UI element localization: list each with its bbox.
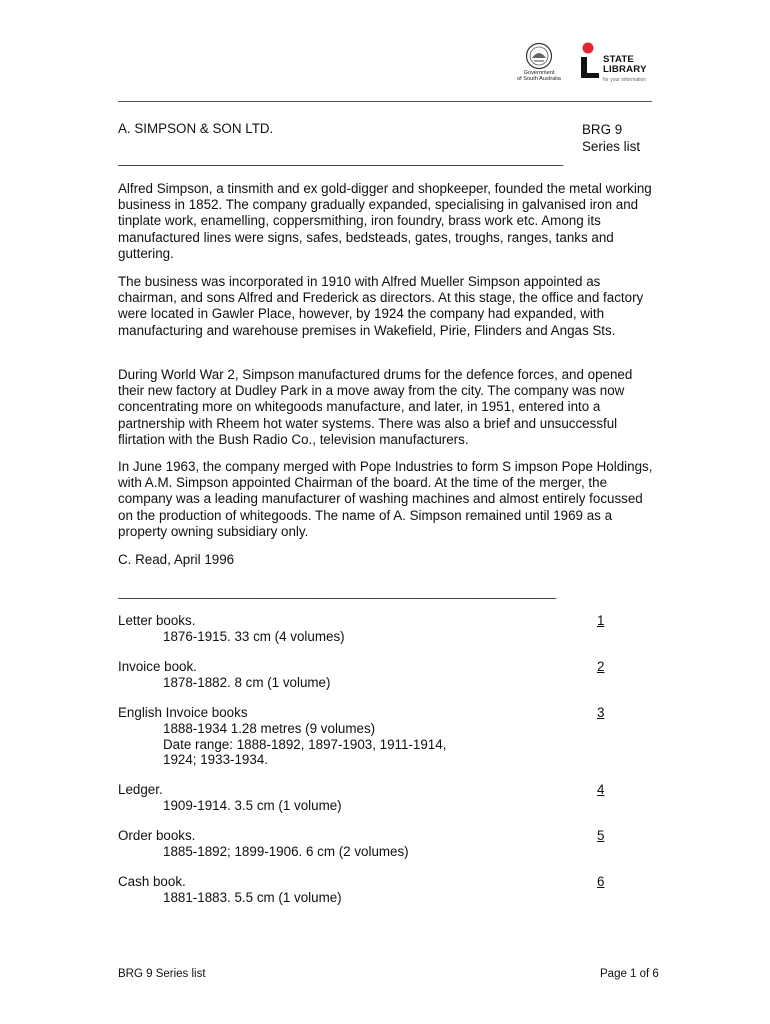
series-item-number[interactable]: 1 [597, 613, 605, 628]
series-item-detail: 1888-1934 1.28 metres (9 volumes) Date range: 1888-1892, 1897-1903, 1911-1914, 1924; 1933-1934. [163, 721, 447, 768]
series-item-title: Letter books. [118, 613, 196, 628]
series-item-number[interactable]: 5 [597, 828, 605, 843]
state-library-line1: STATE [603, 54, 635, 65]
series-code: BRG 9 [582, 122, 623, 137]
series-item-title: Invoice book. [118, 659, 197, 674]
state-library-logo [578, 42, 668, 88]
section-divider: _______________________________________________________________ [118, 584, 556, 599]
series-item-title: Ledger. [118, 782, 163, 797]
history-paragraph-1: Alfred Simpson, a tinsmith and ex gold-digger and shopkeeper, founded the metal working business in 1852. The company gradually expanded, specialising in galvanised iron and tinplate work, enamelling, coppersmithing, iron foundry, brass work etc. Among its manufactured lines were signs, safes, bedsteads, gates, troughs, ranges, tanks and guttering. [118, 181, 652, 261]
state-library-line2: LIBRARY [603, 64, 647, 76]
government-name-line1: Government [523, 70, 555, 76]
series-item-detail: 1885-1892; 1899-1906. 6 cm (2 volumes) [163, 844, 409, 859]
series-item-number[interactable]: 4 [597, 782, 605, 797]
series-item-detail: 1909-1914. 3.5 cm (1 volume) [163, 798, 342, 813]
state-library-mark-icon [578, 42, 602, 82]
page-number: Page 1 of 6 [600, 968, 659, 980]
history-paragraph-2: The business was incorporated in 1910 with Alfred Mueller Simpson appointed as chairman, and sons Alfred and Frederick as directors. At this stage, the office and factory were located in Gawler Place, however, by 1924 the company had expanded, with manufacturing and warehouse premises in Wakefield, Pirie, Flinders and Angas Sts. [118, 274, 644, 338]
state-library-tagline: for your information [603, 77, 647, 83]
government-logo [500, 42, 578, 88]
series-item-number[interactable]: 3 [597, 705, 605, 720]
series-item-detail: 1881-1883. 5.5 cm (1 volume) [163, 890, 342, 905]
series-item-number[interactable]: 2 [597, 659, 605, 674]
series-label: Series list [582, 139, 641, 154]
series-item-detail: 1878-1882. 8 cm (1 volume) [163, 675, 331, 690]
series-item-detail: 1876-1915. 33 cm (4 volumes) [163, 629, 345, 644]
history-paragraph-3: During World War 2, Simpson manufactured drums for the defence forces, and opened their new factory at Dudley Park in a move away from the city. The company was now concentrating more on whitegoods manufacture, and later, in 1951, entered into a partnership with Rheem hot water systems. There was also a brief and unsuccessful flirtation with the Bush Radio Co., television manufacturers. [118, 367, 633, 447]
series-item-number[interactable]: 6 [597, 874, 605, 889]
state-seal-icon [524, 42, 554, 70]
header-rule [118, 101, 652, 102]
government-name-line2: of South Australia [517, 76, 561, 83]
company-name: A. SIMPSON & SON LTD. [118, 121, 274, 136]
series-item-title: English Invoice books [118, 705, 248, 720]
series-item-title: Cash book. [118, 874, 186, 889]
history-paragraph-4: In June 1963, the company merged with Pope Industries to form S impson Pope Holdings, with A.M. Simpson appointed Chairman of the board. At the time of the merger, the company was a leading manufacturer of washing machines and almost entirely focussed on the production of whitegoods. The name of A. Simpson remained until 1969 as a property owning subsidiary only. [118, 459, 653, 539]
series-item-title: Order books. [118, 828, 196, 843]
footer-title: BRG 9 Series list [118, 968, 206, 980]
series-heading [582, 121, 640, 155]
author-line: C. Read, April 1996 [118, 552, 235, 567]
header-underline: ________________________________________________________________ [118, 151, 563, 166]
